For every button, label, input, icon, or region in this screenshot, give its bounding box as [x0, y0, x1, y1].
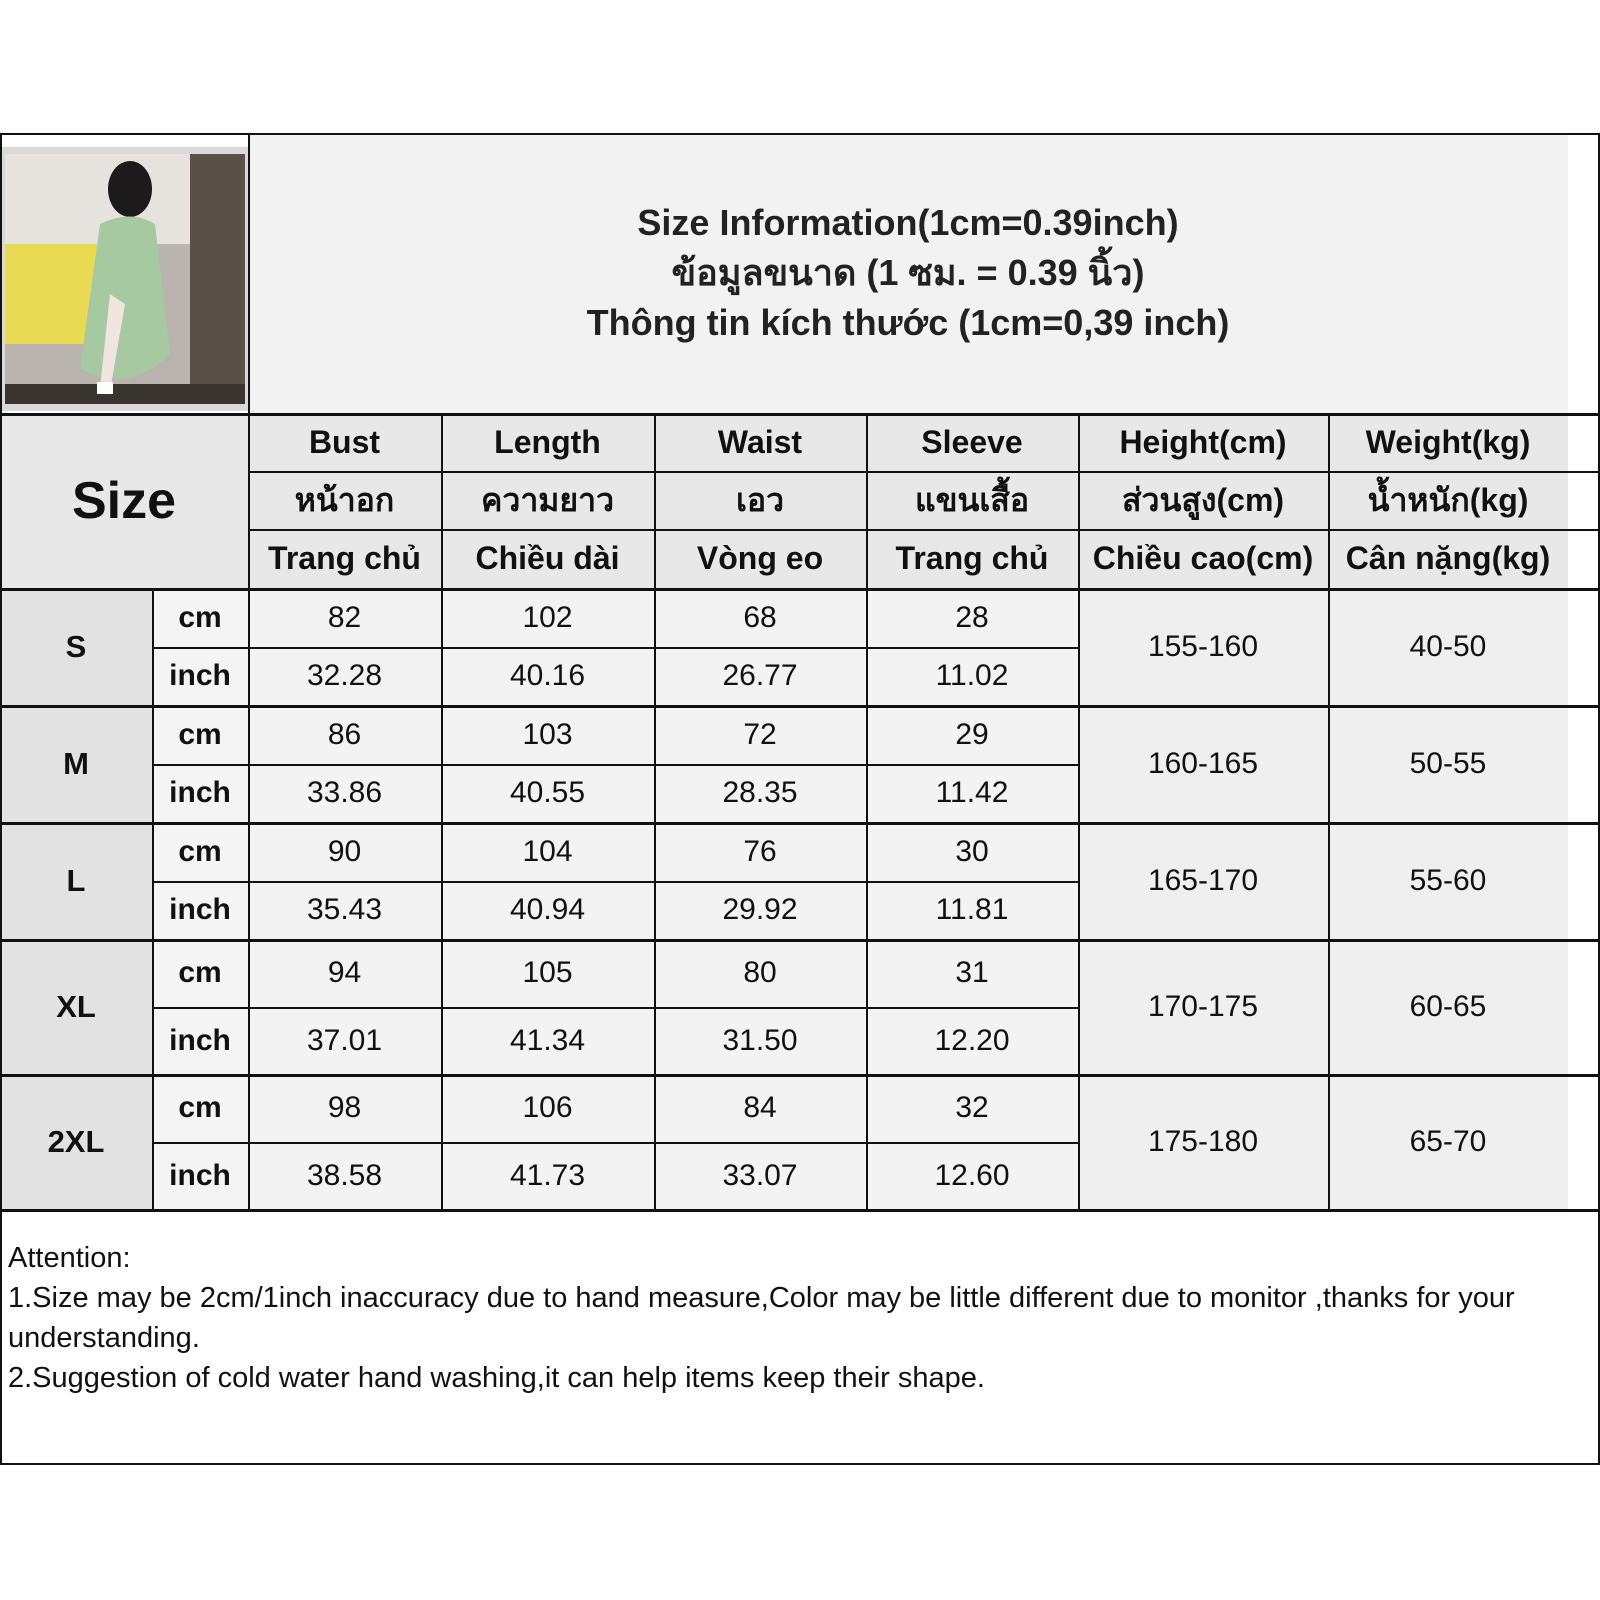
- grid-line: [0, 413, 1600, 416]
- grid-line: [0, 822, 1600, 825]
- value-inch: 11.02: [866, 647, 1078, 705]
- grid-line: [0, 1074, 1600, 1077]
- unit-cm: cm: [152, 822, 248, 881]
- notes-heading: Attention:: [8, 1242, 131, 1274]
- column-header-en: Height(cm): [1078, 413, 1328, 471]
- grid-line: [152, 1007, 1078, 1009]
- value-cm: 84: [654, 1074, 866, 1142]
- value-inch: 11.42: [866, 764, 1078, 822]
- value-cm: 106: [441, 1074, 654, 1142]
- grid-line: [0, 133, 2, 1465]
- value-inch: 40.55: [441, 764, 654, 822]
- value-inch: 35.43: [248, 881, 441, 939]
- title-line1: Size Information(1cm=0.39inch): [637, 202, 1179, 243]
- grid-line: [248, 529, 1600, 531]
- value-cm: 28: [866, 588, 1078, 647]
- value-cm: 86: [248, 705, 441, 764]
- column-header-th: ส่วนสูง(cm): [1078, 471, 1328, 529]
- value-cm: 30: [866, 822, 1078, 881]
- unit-inch: inch: [152, 647, 248, 705]
- grid-line: [1078, 413, 1080, 1209]
- column-header-vi: Cân nặng(kg): [1328, 529, 1568, 588]
- grid-line: [0, 588, 1600, 591]
- value-cm: 102: [441, 588, 654, 647]
- grid-line: [0, 1463, 1600, 1465]
- value-cm: 90: [248, 822, 441, 881]
- unit-inch: inch: [152, 764, 248, 822]
- unit-cm: cm: [152, 1074, 248, 1142]
- value-cm: 80: [654, 939, 866, 1007]
- grid-line: [152, 1142, 1078, 1144]
- height-range: 170-175: [1078, 939, 1328, 1074]
- value-inch: 40.16: [441, 647, 654, 705]
- size-info-title: [248, 133, 1568, 413]
- attention-notes: [8, 1238, 1588, 1398]
- value-cm: 68: [654, 588, 866, 647]
- grid-line: [0, 939, 1600, 942]
- unit-cm: cm: [152, 705, 248, 764]
- grid-line: [152, 588, 154, 1209]
- value-inch: 32.28: [248, 647, 441, 705]
- value-cm: 29: [866, 705, 1078, 764]
- value-cm: 104: [441, 822, 654, 881]
- value-cm: 94: [248, 939, 441, 1007]
- model-photo: [2, 147, 248, 411]
- height-range: 175-180: [1078, 1074, 1328, 1209]
- weight-range: 50-55: [1328, 705, 1568, 822]
- grid-line: [0, 705, 1600, 708]
- column-header-en: Waist: [654, 413, 866, 471]
- grid-line: [248, 133, 250, 413]
- grid-line: [152, 764, 1078, 766]
- height-range: 155-160: [1078, 588, 1328, 705]
- size-label: 2XL: [0, 1074, 152, 1209]
- grid-line: [0, 133, 1600, 135]
- value-cm: 98: [248, 1074, 441, 1142]
- column-header-th: ความยาว: [441, 471, 654, 529]
- grid-line: [441, 413, 443, 1209]
- size-label: L: [0, 822, 152, 939]
- size-label: S: [0, 588, 152, 705]
- value-inch: 40.94: [441, 881, 654, 939]
- value-cm: 32: [866, 1074, 1078, 1142]
- weight-range: 40-50: [1328, 588, 1568, 705]
- value-cm: 105: [441, 939, 654, 1007]
- grid-line: [866, 413, 868, 1209]
- value-inch: 28.35: [654, 764, 866, 822]
- grid-line: [0, 1209, 1600, 1212]
- column-header-th: เอว: [654, 471, 866, 529]
- grid-line: [248, 413, 250, 1209]
- value-inch: 26.77: [654, 647, 866, 705]
- value-inch: 41.73: [441, 1142, 654, 1209]
- value-inch: 33.86: [248, 764, 441, 822]
- column-header-en: Weight(kg): [1328, 413, 1568, 471]
- column-header-vi: Trang chủ: [866, 529, 1078, 588]
- grid-line: [152, 647, 1078, 649]
- grid-line: [248, 471, 1600, 473]
- value-cm: 76: [654, 822, 866, 881]
- value-cm: 103: [441, 705, 654, 764]
- unit-inch: inch: [152, 1142, 248, 1209]
- value-cm: 31: [866, 939, 1078, 1007]
- weight-range: 55-60: [1328, 822, 1568, 939]
- size-label: XL: [0, 939, 152, 1074]
- unit-inch: inch: [152, 1007, 248, 1074]
- weight-range: 65-70: [1328, 1074, 1568, 1209]
- value-inch: 33.07: [654, 1142, 866, 1209]
- unit-inch: inch: [152, 881, 248, 939]
- value-cm: 72: [654, 705, 866, 764]
- title-line2: ข้อมูลขนาด (1 ซม. = 0.39 นิ้ว): [671, 252, 1145, 293]
- size-label: M: [0, 705, 152, 822]
- value-inch: 12.60: [866, 1142, 1078, 1209]
- notes-line-1: 1.Size may be 2cm/1inch inaccuracy due to hand measure,Color may be little different due to monitor ,thanks for your understanding.: [8, 1282, 1523, 1354]
- value-cm: 82: [248, 588, 441, 647]
- column-header-vi: Chiều dài: [441, 529, 654, 588]
- model-photo-image: [5, 154, 245, 404]
- column-header-th: หน้าอก: [248, 471, 441, 529]
- column-header-vi: Chiều cao(cm): [1078, 529, 1328, 588]
- column-header-th: แขนเสื้อ: [866, 471, 1078, 529]
- grid-line: [152, 881, 1078, 883]
- grid-line: [1328, 413, 1330, 1209]
- value-inch: 11.81: [866, 881, 1078, 939]
- grid-line: [654, 413, 656, 1209]
- column-header-en: Bust: [248, 413, 441, 471]
- value-inch: 41.34: [441, 1007, 654, 1074]
- value-inch: 38.58: [248, 1142, 441, 1209]
- unit-cm: cm: [152, 588, 248, 647]
- column-header-th: น้ำหนัก(kg): [1328, 471, 1568, 529]
- height-range: 165-170: [1078, 822, 1328, 939]
- value-inch: 12.20: [866, 1007, 1078, 1074]
- notes-line-2: 2.Suggestion of cold water hand washing,it can help items keep their shape.: [8, 1362, 985, 1394]
- column-header-vi: Vòng eo: [654, 529, 866, 588]
- column-header-en: Length: [441, 413, 654, 471]
- column-header-vi: Trang chủ: [248, 529, 441, 588]
- title-line3: Thông tin kích thước (1cm=0,39 inch): [586, 302, 1230, 343]
- unit-cm: cm: [152, 939, 248, 1007]
- size-header: Size: [0, 413, 248, 588]
- column-header-en: Sleeve: [866, 413, 1078, 471]
- value-inch: 31.50: [654, 1007, 866, 1074]
- weight-range: 60-65: [1328, 939, 1568, 1074]
- height-range: 160-165: [1078, 705, 1328, 822]
- value-inch: 29.92: [654, 881, 866, 939]
- value-inch: 37.01: [248, 1007, 441, 1074]
